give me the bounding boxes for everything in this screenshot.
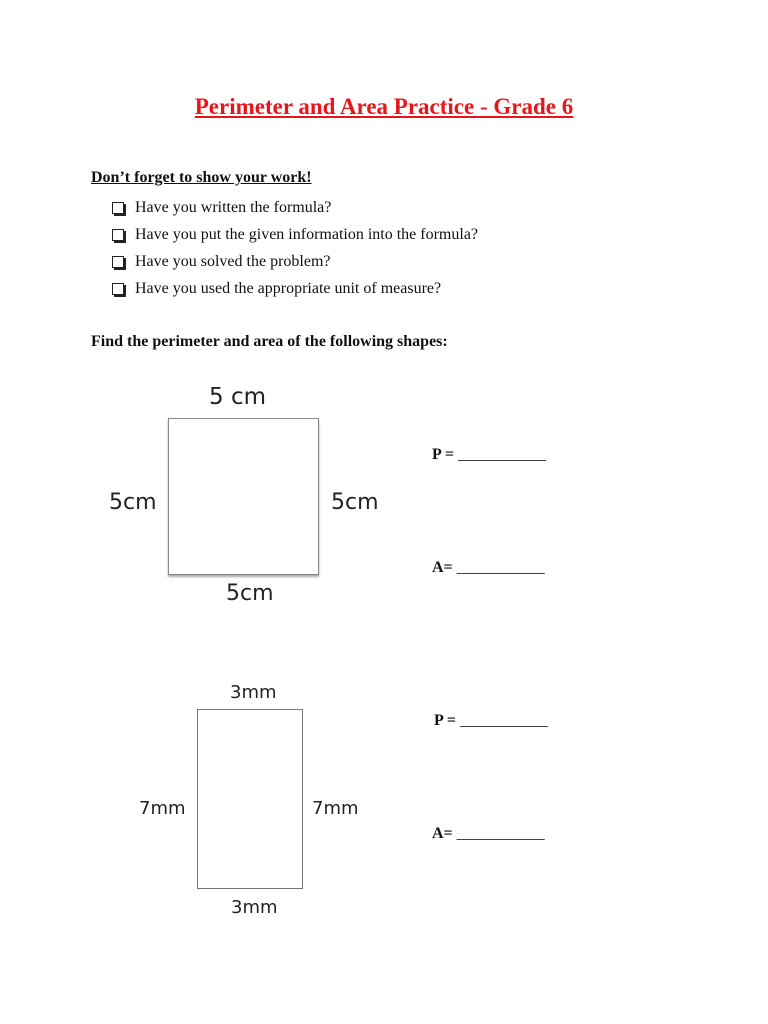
answer-blank: ___________ — [456, 825, 545, 842]
shape2-top-label: 3mm — [230, 682, 277, 703]
shape2-left-label: 7mm — [139, 798, 186, 819]
area-answer-1 — [432, 559, 545, 577]
checklist-item-label: Have you put the given information into the formula? — [135, 225, 479, 243]
page-title: Perimeter and Area Practice - Grade 6 — [194, 94, 574, 119]
area-answer-2 — [432, 825, 545, 843]
shape1-right-label: 5cm — [331, 490, 379, 515]
rectangle-shape — [197, 709, 303, 889]
shape2-right-label: 7mm — [312, 798, 359, 819]
perimeter-answer-2 — [434, 712, 548, 730]
instruction-text: Find the perimeter and area of the following shapes: — [91, 333, 448, 350]
perimeter-answer-1 — [432, 446, 546, 464]
perimeter-label: P = — [432, 446, 459, 463]
shape1-left-label: 5cm — [109, 490, 157, 515]
shape1-bottom-label: 5cm — [226, 581, 274, 606]
checklist-item-label: Have you used the appropriate unit of measure? — [135, 279, 442, 297]
checklist-item-label: Have you solved the problem? — [135, 252, 331, 270]
checklist — [112, 194, 478, 302]
answer-blank: ___________ — [456, 559, 545, 576]
shape2-bottom-label: 3mm — [231, 897, 278, 918]
checkbox-icon — [112, 202, 124, 214]
shape1-top-label: 5 cm — [209, 384, 266, 410]
checkbox-icon — [112, 256, 124, 268]
area-label: A= — [432, 559, 457, 576]
area-label: A= — [432, 825, 457, 842]
checkbox-icon — [112, 283, 124, 295]
checklist-item — [112, 275, 478, 302]
checklist-item — [112, 194, 478, 221]
answer-blank: ___________ — [458, 446, 547, 463]
checkbox-icon — [112, 229, 124, 241]
perimeter-label: P = — [434, 712, 461, 729]
checklist-item — [112, 221, 478, 248]
answer-blank: ___________ — [460, 712, 549, 729]
checklist-item — [112, 248, 478, 275]
square-shape — [168, 418, 319, 575]
checklist-item-label: Have you written the formula? — [135, 198, 332, 216]
reminder-heading: Don’t forget to show your work! — [91, 169, 312, 186]
